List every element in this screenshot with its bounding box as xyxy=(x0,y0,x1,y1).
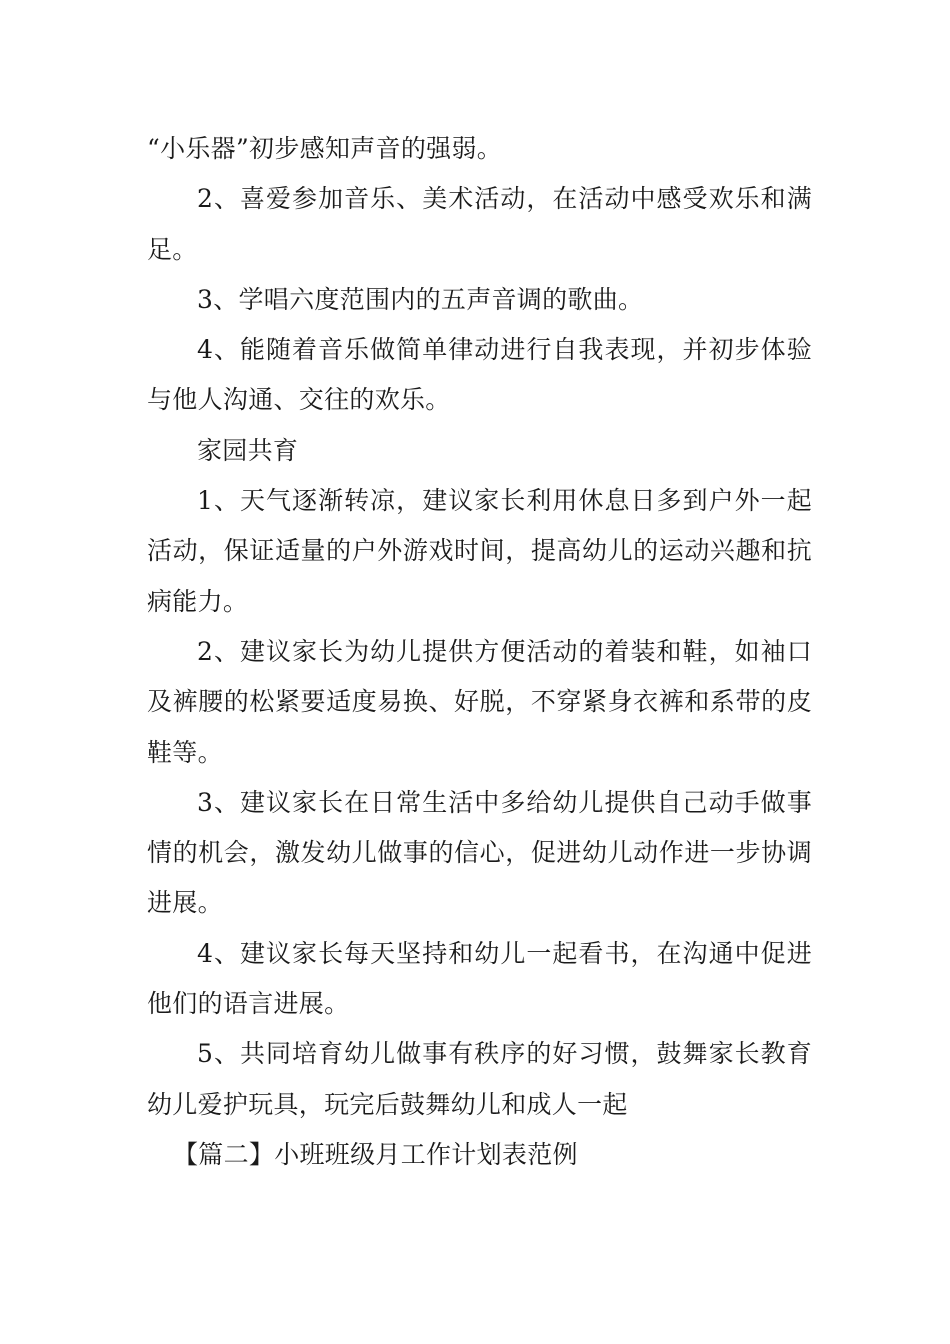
paragraph-home-5: 5、共同培育幼儿做事有秩序的好习惯，鼓舞家长教育幼儿爱护玩具，玩完后鼓舞幼儿和成人一起 xyxy=(147,1039,812,1119)
paragraph-music-instrument: “小乐器”初步感知声音的强弱。 xyxy=(147,134,503,163)
paragraph-home-1: 1、天气逐渐转凉，建议家长利用休息日多到户外一起活动，保证适量的户外游戏时间，提高幼儿的运动兴趣和抗病能力。 xyxy=(147,486,812,616)
paragraph-home-3: 3、建议家长在日常生活中多给幼儿提供自己动手做事情的机会，激发幼儿做事的信心，促进幼儿动作进一步协调进展。 xyxy=(147,787,812,918)
paragraph-home-4: 4、建议家长每天坚持和幼儿一起看书，在沟通中促进他们的语言进展。 xyxy=(147,938,812,1019)
paragraph-goal-4: 4、能随着音乐做简单律动进行自我表现，并初步体验与他人沟通、交往的欢乐。 xyxy=(147,335,812,415)
paragraph-goal-2: 2、喜爱参加音乐、美术活动，在活动中感受欢乐和满足。 xyxy=(147,184,812,264)
paragraph-home-2: 2、建议家长为幼儿提供方便活动的着装和鞋，如袖口及裤腰的松紧要适度易换、好脱，不穿紧身衣裤和系带的皮鞋等。 xyxy=(147,636,812,767)
document-body xyxy=(147,124,812,1180)
section-heading-home-school: 家园共育 xyxy=(197,435,299,465)
paragraph-goal-3: 3、学唱六度范围内的五声音调的歌曲。 xyxy=(197,284,644,314)
chapter-title-part-two: 【篇二】小班班级月工作计划表范例 xyxy=(173,1139,578,1169)
